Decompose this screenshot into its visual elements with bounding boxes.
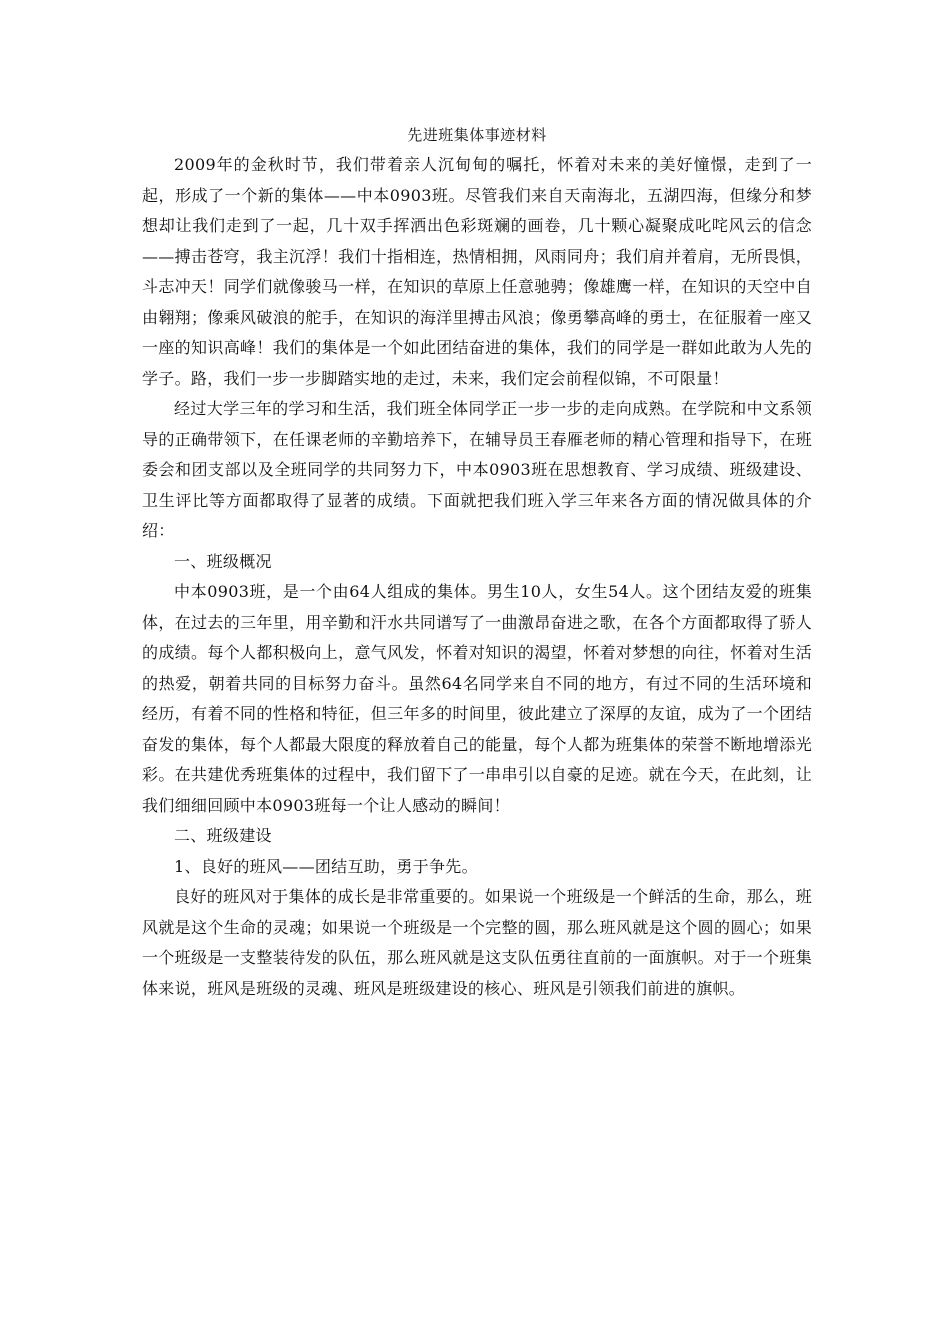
paragraph-intro: 2009年的金秋时节，我们带着亲人沉甸甸的嘱托，怀着对未来的美好憧憬，走到了一起，形成了一个新的集体——中本0903班。尽管我们来自天南海北，五湖四海，但缘分和梦想却让我们走到了一起，几十双手挥洒出色彩斑斓的画卷，几十颗心凝聚成叱咤风云的信念——搏击苍穹，我主沉浮！我们十指相连，热情相拥，风雨同舟；我们肩并着肩，无所畏惧，斗志冲天！同学们就像骏马一样，在知识的草原上任意驰骋；像雄鹰一样，在知识的天空中自由翱翔；像乘风破浪的舵手，在知识的海洋里搏击风浪；像勇攀高峰的勇士，在征服着一座又一座的知识高峰！我们的集体是一个如此团结奋进的集体，我们的同学是一群如此敢为人先的学子。路，我们一步一步脚踏实地的走过，未来，我们定会前程似锦，不可限量！	[142, 155, 812, 388]
document-body	[142, 122, 812, 1004]
paragraph-achievements: 经过大学三年的学习和生活，我们班全体同学正一步一步的走向成熟。在学院和中文系领导的正确带领下，在任课老师的辛勤培养下，在辅导员王春雁老师的精心管理和指导下，在班委会和团支部以及全班同学的共同努力下，中本0903班在思想教育、学习成绩、班级建设、卫生评比等方面都取得了显著的成绩。下面就把我们班入学三年来各方面的情况做具体的介绍：	[142, 399, 812, 540]
paragraph-class-overview: 中本0903班，是一个由64人组成的集体。男生10人，女生54人。这个团结友爱的班集体，在过去的三年里，用辛勤和汗水共同谱写了一曲激昂奋进之歌，在各个方面都取得了骄人的成绩。每个人都积极向上，意气风发，怀着对知识的渴望，怀着对梦想的向往，怀着对生活的热爱，朝着共同的目标努力奋斗。虽然64名同学来自不同的地方，有过不同的生活环境和经历，有着不同的性格和特征，但三年多的时间里，彼此建立了深厚的友谊，成为了一个团结奋发的集体，每个人都最大限度的释放着自己的能量，每个人都为班集体的荣誉不断地增添光彩。在共建优秀班集体的过程中，我们留下了一串串引以自豪的足迹。就在今天，在此刻，让我们细细回顾中本0903班每一个让人感动的瞬间！	[142, 582, 812, 815]
paragraph-class-spirit: 良好的班风对于集体的成长是非常重要的。如果说一个班级是一个鲜活的生命，那么，班风就是这个生命的灵魂；如果说一个班级是一个完整的圆，那么班风就是这个圆的圆心；如果一个班级是一支整装待发的队伍，那么班风就是这支队伍勇往直前的一面旗帜。对于一个班集体来说，班风是班级的灵魂、班风是班级建设的核心、班风是引领我们前进的旗帜。	[142, 887, 812, 998]
section-heading-class-overview: 一、班级概况	[174, 551, 272, 571]
document-title: 先进班集体事迹材料	[407, 126, 547, 144]
subsection-heading-class-spirit: 1、良好的班风——团结互助，勇于争先。	[174, 856, 478, 876]
section-heading-class-building: 二、班级建设	[174, 826, 272, 845]
